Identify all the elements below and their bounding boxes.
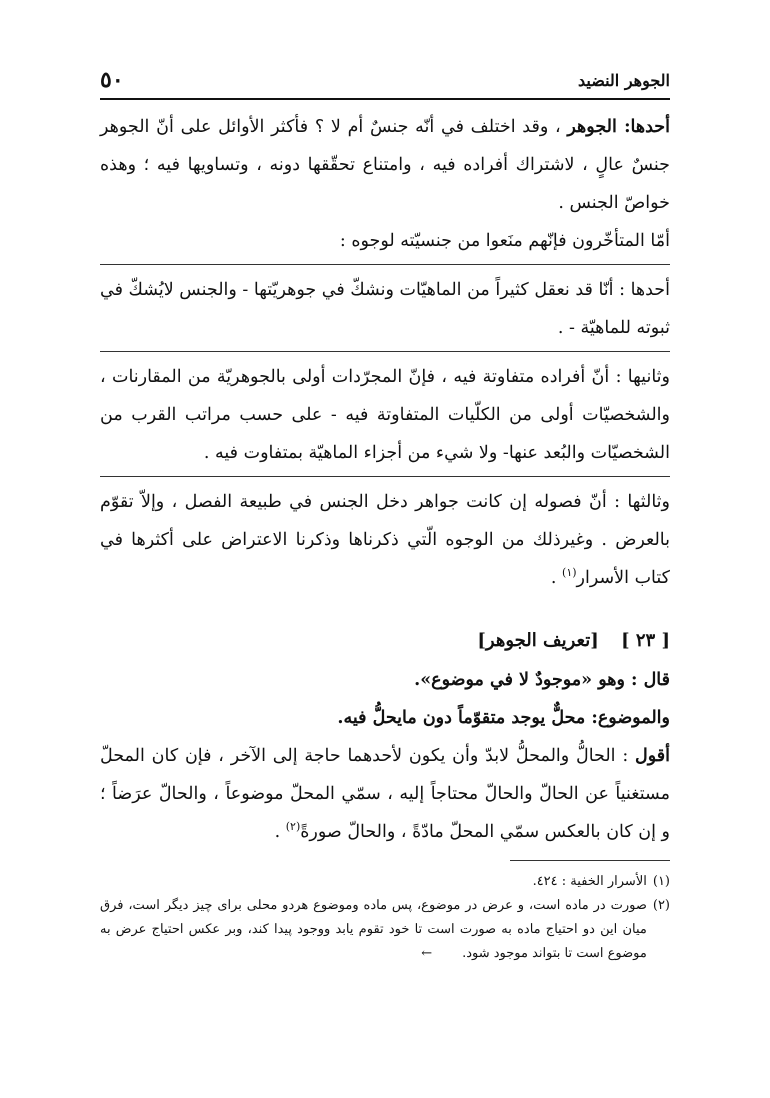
divider-1 bbox=[100, 264, 670, 265]
footnotes bbox=[100, 870, 670, 966]
paragraph-5-text: وثالثها : أنّ فصوله إن كانت جواهر دخل الجنس في طبيعة الفصل ، وإلاّ تقوّم بالعرض . وغيرذلك من الوجوه الّتي ذكرناها وذكرنا الاعتراض على أكثرها في كتاب الأسرار bbox=[100, 492, 670, 588]
definition-line: والموضوع: محلٌّ يوجد متقوّماً دون مايحلُّ فيه. bbox=[337, 708, 670, 728]
section-title: [تعريف الجوهر] bbox=[477, 630, 599, 651]
divider-2 bbox=[100, 351, 670, 352]
section-heading bbox=[100, 621, 670, 661]
paragraph-5-end: . bbox=[550, 568, 563, 588]
qala-label: قال bbox=[643, 670, 670, 690]
running-title: الجوهر النضيد bbox=[578, 70, 670, 90]
paragraph-1-lead: أحدها: الجوهر bbox=[567, 117, 670, 137]
footnote-2-number: (٢) bbox=[652, 898, 670, 913]
paragraph-2: أمّا المتأخّرون فإنّهم منَعوا من جنسيّته لوجوه : bbox=[339, 231, 670, 251]
qala-line bbox=[100, 661, 670, 699]
footnote-ref-2[interactable]: (٢) bbox=[285, 820, 301, 834]
paragraph-4: وثانيها : أنّ أفراده متفاوتة فيه ، فإنّ المجرّدات أولى بالجوهريّة من المقارنات ، والشخصيّات أولى من الكلّيات المتفاوتة فيه - على حسب مراتب القرب من الشخصيّات والبُعد عنها- ولا شيء من أجزاء الماهيّة بمتفاوت فيه . bbox=[100, 367, 670, 463]
section-number: [ ٢٣ ] bbox=[621, 630, 670, 651]
paragraph-1-text: ، وقد اختلف في أنّه جنسٌ أم لا ؟ فأكثر الأوائل على أنّ الجوهر جنسٌ عالٍ ، لاشتراك أفراده فيه ، وامتناع تحقّقها دونه ، وتساويها فيه ؛ وهذه خواصّ الجنس . bbox=[100, 117, 670, 213]
footnote-1-text: الأسرار الخفية : ٤٢٤. bbox=[532, 874, 647, 889]
continue-arrow-icon: ← bbox=[421, 946, 433, 961]
aqulu-end: . bbox=[274, 822, 286, 842]
footnote-rule bbox=[510, 860, 670, 861]
page-number: ٥٠ bbox=[100, 67, 124, 93]
footnote-2-text: صورت در ماده است، و عرض در موضوع، پس ماده وموضوع هردو محلى براى چيز ديگر است، فرق ميان اين دو احتياج ماده به صورت است تا خود تقوم يابد ووجود پيدا كند، وبر عكس احتياج عرض به موضوع است تا بتواند موجود شود. bbox=[100, 898, 647, 961]
paragraph-5 bbox=[100, 483, 670, 597]
qala-text: : وهو «موجودٌ لا في موضوع». bbox=[414, 670, 638, 690]
footnote-2-body bbox=[100, 894, 647, 966]
paragraph-3: أحدها : أنّا قد نعقل كثيراً من الماهيّات ونشكّ في جوهريّتها - والجنس لايُشكّ في ثبوته للماهيّة - . bbox=[100, 280, 670, 338]
paragraph-1 bbox=[100, 108, 670, 222]
divider-3 bbox=[100, 476, 670, 477]
aqulu-label: أقول bbox=[635, 746, 670, 766]
aqulu-paragraph bbox=[100, 737, 670, 851]
footnote-ref-1[interactable]: (١) bbox=[562, 566, 577, 580]
aqulu-text: : الحالُّ والمحلُّ لابدّ وأن يكون لأحدهما حاجة إلى الآخر ، فإن كان المحلّ مستغنياً عن الحالّ والحالّ محتاجاً إليه ، سمّي المحلّ موضوعاً ، والحالّ عرَضاً ؛ و إن كان بالعكس سمّي المحلّ مادّةً ، والحالّ صورةً bbox=[100, 746, 670, 842]
footnote-1-number: (١) bbox=[652, 874, 670, 889]
main-text bbox=[100, 108, 670, 851]
page-header bbox=[100, 62, 670, 100]
footnote-2 bbox=[100, 894, 670, 966]
footnote-1 bbox=[100, 870, 670, 894]
